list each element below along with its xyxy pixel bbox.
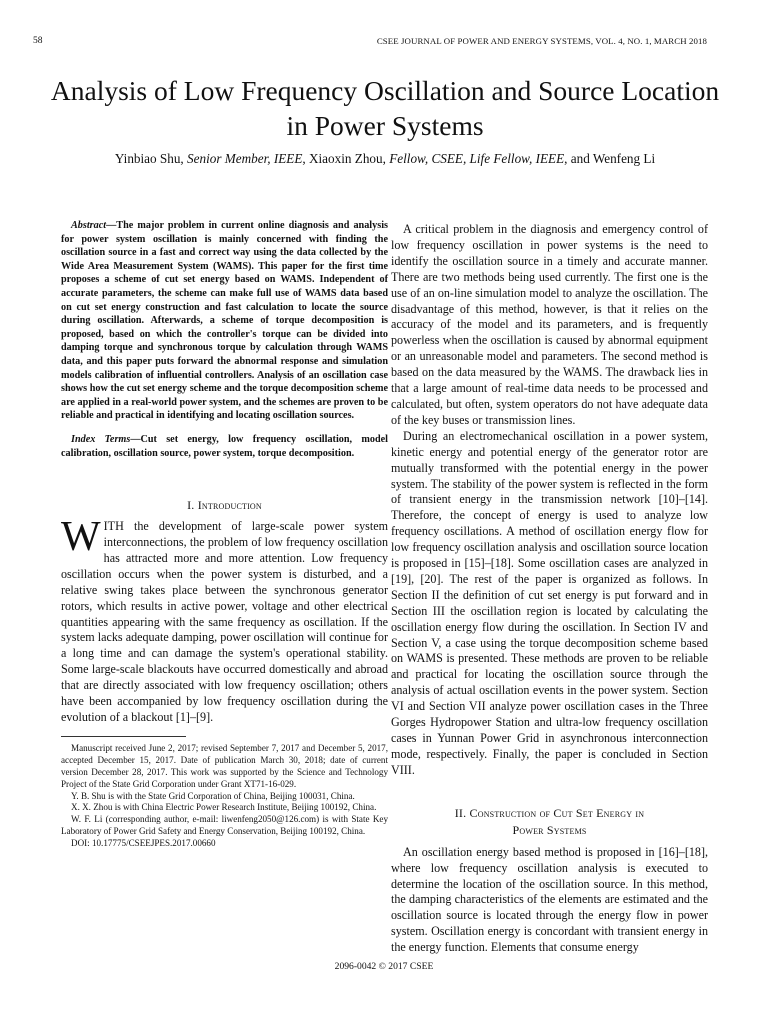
intro-paragraph: [61, 514, 388, 726]
left-column: [61, 219, 388, 850]
intro-text: ITH the development of large-scale power system interconnections, the problem of low frequency oscillation has attracted more and more attention. Low frequency oscillation occurs when the power system is disturbed, and a relative swing takes place between the synchronous generator rotors, which results in active power, voltage and other electrical quantities appearing with the same frequency as oscillation. If the system lacks adequate damping, power oscillation will continue for a long time and can damage the system's operational stability. Some large-scale blackouts have occurred domestically and abroad that are directly associated with low frequency oscillation; others have been accompanied by low frequency oscillation during the evolution of a blackout [1]–[9].: [61, 519, 388, 724]
section-2-title-line-1: II. Construction of Cut Set Energy in: [454, 805, 645, 820]
author-line: [40, 151, 730, 167]
footnote-author-1: Y. B. Shu is with the State Grid Corporation of China, Beijing 100031, China.: [71, 790, 355, 801]
abstract-label: Abstract: [71, 220, 107, 231]
section-2-heading: [391, 805, 708, 839]
footnote-author-3: W. F. Li (corresponding author, e-mail: liwenfeng2050@126.com) is with State Key Laboratory of Power Grid Safety and Energy Conservation, Beijing 100192, China.: [61, 814, 388, 837]
section-1-heading: [61, 498, 388, 513]
author-separator-1: , Xiaoxin Zhou,: [302, 151, 390, 166]
page-footer: 2096-0042 © 2017 CSEE: [334, 961, 434, 972]
author-separator-2: , and Wenfeng Li: [564, 151, 656, 166]
right-paragraph-2: During an electromechanical oscillation in a power system, kinetic energy and potential energy of the generator rotor are mutually transformed with the potential energy in the power system. The stability of the power system is reflected in the form of transient energy in the transmission network [10]–[14]. Therefore, the concept of energy is used to analyze low frequency oscillations. A method of oscillation energy flow for low frequency oscillation analysis and oscillation source location is proposed in [15]–[18]. Some oscillation cases are analyzed in [19], [20]. The rest of the paper is organized as follows. In Section II the definition of cut set energy is put forward and in Section III the oscillation region is located by calculating the oscillation energy flow during the oscillation. In Section IV and Section V, a case using the torque decomposition scheme based on WAMS is presented. These methods are proven to be reliable and practical for locating the oscillation source through the analysis of actual oscillation events in the power system. Section VI and Section VII analyze power oscillation cases in the Three Gorges Hydropower Station and ultra-low frequency oscillation cases in Yunnan Power Grid in asynchronous interconnection mode, respectively. Finally, the paper is concluded in Section VIII.: [391, 428, 708, 777]
author-1-role: Senior Member, IEEE: [187, 151, 303, 166]
footnote-author-2: X. X. Zhou is with China Electric Power Research Institute, Beijing 100192, China.: [71, 802, 377, 813]
index-terms-text: —Cut set energy, low frequency oscillation, model calibration, oscillation source, power system, torque decomposition.: [61, 433, 388, 459]
author-1-name: Yinbiao Shu,: [114, 151, 188, 166]
section-1-number: I.: [187, 498, 198, 513]
right-paragraph-1: A critical problem in the diagnosis and emergency control of low frequency oscillation in power systems is the need to identify the oscillation source in a timely and accurate manner. There are two methods being used currently. The first one is the use of an on-line simulation model to analyze the oscillation. The disadvantage of this method, however, is that it relies on the accuracy of the model and its parameters, and is frequently powerless when the oscillation is caused by abnormal equipment or an unreasonable model and parameters. The second method is based on the data measured by the WAMS. The drawback lies in that a large amount of real-time data needs to be processed and calculated, but often, system operators do not have adequate data of the key buses or transmission lines.: [391, 222, 708, 427]
section-1-title: Introduction: [197, 498, 262, 513]
footnote-manuscript: Manuscript received June 2, 2017; revised September 7, 2017 and December 5, 2017, accepted December 15, 2017. Date of publication March 30, 2018; date of current version December 28, 2017. This work was supported by the Science and Technology Project of the State Grid Corporation under Grant XT71-16-029.: [61, 742, 388, 789]
drop-cap: W: [61, 514, 101, 561]
footnote-doi: DOI: 10.17775/CSEEJPES.2017.00660: [71, 838, 216, 849]
running-head: CSEE JOURNAL OF POWER AND ENERGY SYSTEMS, VOL. 4, NO. 1, MARCH 2018: [376, 36, 707, 46]
author-2-role: Fellow, CSEE, Life Fellow, IEEE: [389, 151, 565, 166]
index-terms: [61, 433, 388, 460]
right-paragraph-3: An oscillation energy based method is proposed in [16]–[18], where low frequency oscillation analysis is executed to determine the location of the oscillation source. In this method, the damping characteristics of the elements are estimated and the oscillation source is located through the energy flow in power system. Oscillation energy is concordant with transient energy in the energy function. Elements that consume energy: [391, 844, 708, 955]
abstract-text: —The major problem in current online diagnosis and analysis for power system oscillation is mainly concerned with finding the oscillation source in a fast and correct way using the data collected by the Wide Area Measurement System (WAMS). This paper for the first time proposes a scheme of cut set energy based on WAMS. Independent of accurate parameters, the scheme can make full use of WAMS data based on cut set energy construction and fast calculation to locate the source during oscillation. Afterwards, a scheme of torque decomposition is proposed, based on which the controller's torque can be divided into damping torque and synchronous torque by calculation through WAMS data, and this paper puts forward the abnormal response and simulation models calibration of influential controllers. Analysis of an oscillation case shows how the cut set energy scheme and the torque decomposition scheme are applied in a real-world power system, and the schemes are proven to be reliable and practical in identifying and locating oscillation sources.: [61, 220, 388, 422]
section-2-title-line-2: Power Systems: [512, 822, 587, 837]
index-terms-label: Index Terms: [71, 433, 131, 445]
right-column: [391, 222, 708, 956]
footnote-rule: [61, 736, 186, 737]
paper-title: Analysis of Low Frequency Oscillation and Source Location in Power Systems: [50, 75, 720, 141]
page-number: 58: [33, 36, 43, 46]
abstract: [61, 219, 388, 423]
